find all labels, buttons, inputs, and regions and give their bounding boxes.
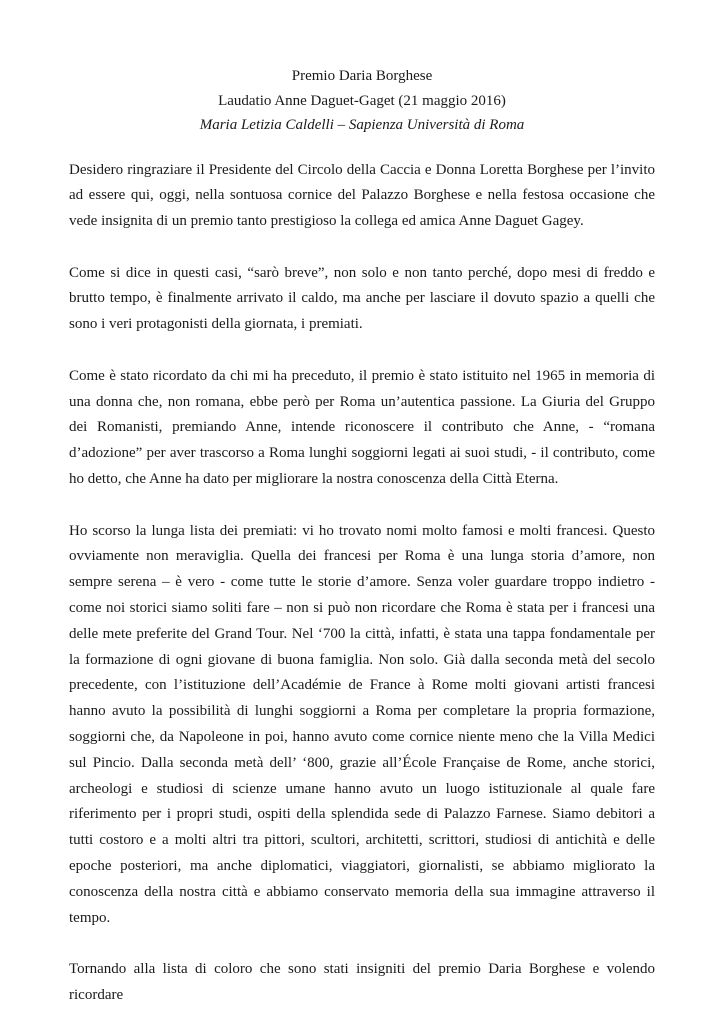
- paragraph-3: Come è stato ricordato da chi mi ha preceduto, il premio è stato istituito nel 1965 in memoria di una donna che, non romana, ebbe però per Roma un’autentica passione. La Giuria del Gruppo dei Romanisti, premiando Anne, intende riconoscere il contributo che Anne, - “romana d’adozione” per aver trascorso a Roma lunghi soggiorni legati ai suoi studi, - il contributo, come ho detto, che Anne ha dato per migliorare la nostra conoscenza della Città Eterna.: [69, 367, 655, 488]
- document-subtitle: Laudatio Anne Daguet-Gaget (21 maggio 2016): [218, 92, 506, 109]
- paragraph-2: Come si dice in questi casi, “sarò breve”, non solo e non tanto perché, dopo mesi di freddo e brutto tempo, è finalmente arrivato il caldo, ma anche per lasciare il dovuto spazio a quelli che sono i veri protagonisti della giornata, i premiati.: [69, 264, 655, 333]
- document-page: [69, 64, 655, 1035]
- author-affiliation: Maria Letizia Caldelli – Sapienza Università di Roma: [199, 117, 525, 133]
- paragraph-1: Desidero ringraziare il Presidente del Circolo della Caccia e Donna Loretta Borghese per l’invito ad essere qui, oggi, nella sontuosa cornice del Palazzo Borghese e nella festosa occasione che vede insignita di un premio tanto prestigioso la collega ed amica Anne Daguet Gagey.: [69, 161, 655, 230]
- paragraph-5: Tornando alla lista di coloro che sono stati insigniti del premio Daria Borghese e volendo ricordare: [69, 961, 655, 1003]
- document-header: [69, 64, 655, 138]
- paragraph-4: Ho scorso la lunga lista dei premiati: vi ho trovato nomi molto famosi e molti francesi. Questo ovviamente non meraviglia. Quella dei francesi per Roma è una lunga storia d’amore, non sempre serena – è vero - come tutte le storie d’amore. Senza voler guardare troppo indietro - come noi storici siamo soliti fare – non si può non ricordare che Roma è stata per i francesi una delle mete preferite del Grand Tour. Nel ‘700 la città, infatti, è stata una tappa fondamentale per la formazione di ogni giovane di buona famiglia. Non solo. Già dalla seconda metà del secolo precedente, con l’istituzione dell’Académie de France à Rome molti giovani artisti francesi hanno avuto la possibilità di lunghi soggiorni a Roma per completare la propria formazione, soggiorni che, da Napoleone in poi, hanno avuto come cornice niente meno che la Villa Medici sul Pincio. Dalla seconda metà dell’ ‘800, grazie all’École Française de Rome, anche storici, archeologi e studiosi di scienze umane hanno avuto un luogo istituzionale al quale fare riferimento per i propri studi, ospiti della splendida sede di Palazzo Farnese. Siamo debitori a tutti costoro e a molti altri tra pittori, scultori, architetti, scrittori, studiosi di antichità e delle epoche posteriori, ma anche diplomatici, viaggiatori, giornalisti, se abbiamo migliorato la conoscenza della nostra città e abbiamo conservato memoria della sua immagine attraverso il tempo.: [69, 522, 655, 926]
- document-title: Premio Daria Borghese: [291, 68, 433, 84]
